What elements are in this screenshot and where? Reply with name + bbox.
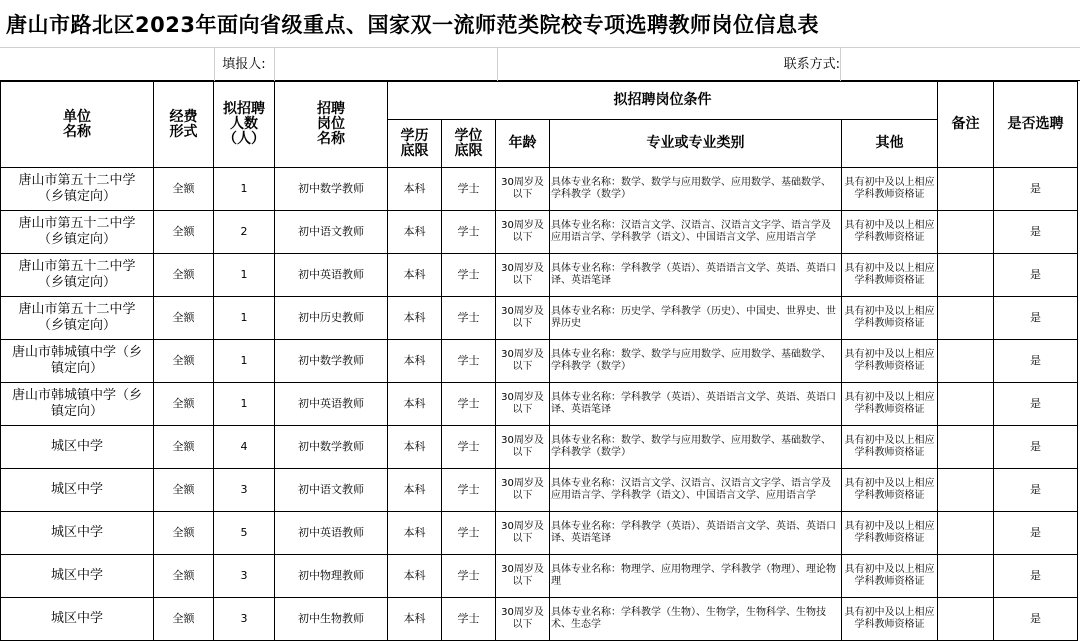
other-cell[interactable] <box>842 469 938 512</box>
major-cell-text: 具体专业名称：学科教学（英语）、英语语言文学、英语、英语口译、英语笔译 <box>551 263 836 286</box>
position-cell-text: 初中物理教师 <box>298 569 364 582</box>
degree-cell[interactable] <box>442 426 496 469</box>
selection-cell-text: 是 <box>1030 483 1042 496</box>
selection-cell[interactable] <box>994 598 1078 641</box>
age-cell-text: 30周岁及 以下 <box>501 478 544 501</box>
other-cell-text: 具有初中及以上相应 学科教师资格证 <box>844 263 935 286</box>
remarks-cell[interactable] <box>938 598 994 641</box>
education-cell-text: 本科 <box>403 225 426 238</box>
remarks-cell[interactable] <box>938 211 994 254</box>
funding-cell[interactable] <box>154 512 214 555</box>
filler-label: 填报人: <box>222 57 266 72</box>
count-cell[interactable] <box>214 168 275 211</box>
other-cell-text: 具有初中及以上相应 学科教师资格证 <box>844 349 935 372</box>
age-cell-text: 30周岁及 以下 <box>501 435 544 458</box>
degree-cell-text: 学士 <box>457 311 480 324</box>
header-count-text: 拟招聘 人数 （人） <box>223 101 265 147</box>
position-cell[interactable] <box>275 512 388 555</box>
header-degree-text: 学位 底限 <box>454 127 483 159</box>
header-unit-text: 单位 名称 <box>63 108 91 140</box>
other-cell[interactable] <box>842 555 938 598</box>
education-cell[interactable] <box>388 383 442 426</box>
degree-cell-text: 学士 <box>457 526 480 539</box>
selection-cell[interactable] <box>994 297 1078 340</box>
other-cell[interactable] <box>842 254 938 297</box>
selection-cell-text: 是 <box>1030 225 1042 238</box>
position-cell[interactable] <box>275 340 388 383</box>
age-cell[interactable] <box>496 168 550 211</box>
header-count <box>214 82 275 168</box>
other-cell-text: 具有初中及以上相应 学科教师资格证 <box>844 478 935 501</box>
header-major <box>550 120 842 168</box>
remarks-cell[interactable] <box>938 254 994 297</box>
major-cell[interactable] <box>550 512 842 555</box>
unit-cell-text: 城区中学 <box>50 568 103 583</box>
selection-cell-text: 是 <box>1030 354 1042 367</box>
unit-cell[interactable] <box>1 168 154 211</box>
degree-cell[interactable] <box>442 555 496 598</box>
funding-cell-text: 全额 <box>172 612 195 625</box>
age-cell[interactable] <box>496 426 550 469</box>
major-cell-text: 具体专业名称：物理学、应用物理学、学科教学（物理）、理论物理 <box>551 564 836 587</box>
header-selection-text: 是否选聘 <box>1007 116 1064 132</box>
table-row <box>1 340 1078 383</box>
header-position-text: 招聘 岗位 名称 <box>317 101 345 147</box>
major-cell-text: 具体专业名称：汉语言文学、汉语言、汉语言文字学、语言学及应用语言学、学科教学（语文）、中国语言文学、应用语言学 <box>551 478 831 501</box>
other-cell-text: 具有初中及以上相应 学科教师资格证 <box>844 220 935 243</box>
count-cell-text: 5 <box>240 526 248 539</box>
degree-cell-text: 学士 <box>457 612 480 625</box>
count-cell[interactable] <box>214 211 275 254</box>
count-cell-text: 1 <box>240 268 248 281</box>
table-row <box>1 297 1078 340</box>
age-cell-text: 30周岁及 以下 <box>501 392 544 415</box>
education-cell-text: 本科 <box>403 182 426 195</box>
degree-cell-text: 学士 <box>457 483 480 496</box>
header-unit <box>1 82 154 168</box>
major-cell-text: 具体专业名称：数学、数学与应用数学、应用数学、基础数学、学科教学（数学） <box>551 349 831 372</box>
count-cell[interactable] <box>214 598 275 641</box>
header-age-text: 年龄 <box>508 135 537 151</box>
age-cell[interactable] <box>496 555 550 598</box>
degree-cell-text: 学士 <box>457 440 480 453</box>
position-cell[interactable] <box>275 383 388 426</box>
header-age <box>496 120 550 168</box>
cell-divider <box>497 48 498 81</box>
selection-cell-text: 是 <box>1030 397 1042 410</box>
table-row <box>1 555 1078 598</box>
age-cell-text: 30周岁及 以下 <box>501 306 544 329</box>
funding-cell[interactable] <box>154 383 214 426</box>
funding-cell[interactable] <box>154 168 214 211</box>
other-cell-text: 具有初中及以上相应 学科教师资格证 <box>844 564 935 587</box>
major-cell[interactable] <box>550 297 842 340</box>
other-cell-text: 具有初中及以上相应 学科教师资格证 <box>844 435 935 458</box>
header-major-text: 专业或专业类别 <box>646 135 745 151</box>
education-cell[interactable] <box>388 340 442 383</box>
major-cell[interactable] <box>550 211 842 254</box>
age-cell-text: 30周岁及 以下 <box>501 177 544 200</box>
funding-cell[interactable] <box>154 555 214 598</box>
position-cell-text: 初中语文教师 <box>298 483 364 496</box>
major-cell[interactable] <box>550 555 842 598</box>
education-cell-text: 本科 <box>403 526 426 539</box>
major-cell[interactable] <box>550 426 842 469</box>
count-cell-text: 2 <box>240 225 248 238</box>
major-cell-text: 具体专业名称：汉语言文学、汉语言、汉语言文字学、语言学及应用语言学、学科教学（语文）、中国语言文学、应用语言学 <box>551 220 831 243</box>
position-cell-text: 初中历史教师 <box>298 311 364 324</box>
selection-cell[interactable] <box>994 512 1078 555</box>
header-funding-text: 经费 形式 <box>169 108 198 140</box>
position-cell[interactable] <box>275 211 388 254</box>
count-cell[interactable] <box>214 426 275 469</box>
position-cell-text: 初中语文教师 <box>298 225 364 238</box>
unit-cell[interactable] <box>1 383 154 426</box>
form-info-row <box>0 48 1080 81</box>
other-cell[interactable] <box>842 340 938 383</box>
table-row <box>1 598 1078 641</box>
education-cell[interactable] <box>388 254 442 297</box>
unit-cell[interactable] <box>1 512 154 555</box>
selection-cell-text: 是 <box>1030 182 1042 195</box>
age-cell[interactable] <box>496 383 550 426</box>
selection-cell-text: 是 <box>1030 311 1042 324</box>
selection-cell-text: 是 <box>1030 268 1042 281</box>
funding-cell[interactable] <box>154 598 214 641</box>
funding-cell[interactable] <box>154 469 214 512</box>
remarks-cell[interactable] <box>938 340 994 383</box>
education-cell[interactable] <box>388 598 442 641</box>
funding-cell[interactable] <box>154 426 214 469</box>
table-row <box>1 211 1078 254</box>
position-cell-text: 初中英语教师 <box>298 268 364 281</box>
other-cell[interactable] <box>842 168 938 211</box>
education-cell[interactable] <box>388 555 442 598</box>
count-cell-text: 1 <box>240 311 248 324</box>
age-cell[interactable] <box>496 297 550 340</box>
header-conditions-text: 拟招聘岗位条件 <box>613 92 712 108</box>
education-cell-text: 本科 <box>403 569 426 582</box>
unit-cell[interactable] <box>1 297 154 340</box>
unit-cell-text: 城区中学 <box>50 611 103 626</box>
count-cell[interactable] <box>214 254 275 297</box>
major-cell[interactable] <box>550 598 842 641</box>
degree-cell-text: 学士 <box>457 397 480 410</box>
unit-cell-text: 唐山市第五十二中学 （乡镇定向） <box>18 216 136 247</box>
count-cell[interactable] <box>214 340 275 383</box>
header-education <box>388 120 442 168</box>
age-cell-text: 30周岁及 以下 <box>501 521 544 544</box>
unit-cell-text: 唐山市韩城镇中学（乡 镇定向） <box>11 345 142 376</box>
positions-table <box>0 81 1078 641</box>
position-cell-text: 初中英语教师 <box>298 526 364 539</box>
education-cell[interactable] <box>388 211 442 254</box>
degree-cell-text: 学士 <box>457 182 480 195</box>
funding-cell-text: 全额 <box>172 225 195 238</box>
remarks-cell[interactable] <box>938 383 994 426</box>
major-cell-text: 具体专业名称：学科教学（英语）、英语语言文学、英语、英语口译、英语笔译 <box>551 521 836 544</box>
table-row <box>1 383 1078 426</box>
unit-cell-text: 唐山市第五十二中学 （乡镇定向） <box>18 302 136 333</box>
position-cell[interactable] <box>275 168 388 211</box>
other-cell[interactable] <box>842 512 938 555</box>
funding-cell-text: 全额 <box>172 526 195 539</box>
count-cell[interactable] <box>214 512 275 555</box>
education-cell[interactable] <box>388 426 442 469</box>
header-position <box>275 82 388 168</box>
selection-cell[interactable] <box>994 469 1078 512</box>
count-cell-text: 1 <box>240 397 248 410</box>
major-cell-text: 具体专业名称：数学、数学与应用数学、应用数学、基础数学、学科教学（数学） <box>551 177 831 200</box>
funding-cell-text: 全额 <box>172 440 195 453</box>
table-row <box>1 168 1078 211</box>
funding-cell[interactable] <box>154 297 214 340</box>
funding-cell[interactable] <box>154 340 214 383</box>
selection-cell-text: 是 <box>1030 569 1042 582</box>
header-degree <box>442 120 496 168</box>
funding-cell-text: 全额 <box>172 569 195 582</box>
degree-cell[interactable] <box>442 168 496 211</box>
header-conditions <box>388 82 938 120</box>
position-cell[interactable] <box>275 254 388 297</box>
remarks-cell[interactable] <box>938 512 994 555</box>
unit-cell-text: 唐山市第五十二中学 （乡镇定向） <box>18 173 136 204</box>
position-cell[interactable] <box>275 297 388 340</box>
education-cell[interactable] <box>388 512 442 555</box>
header-remarks <box>938 82 994 168</box>
degree-cell[interactable] <box>442 512 496 555</box>
selection-cell-text: 是 <box>1030 526 1042 539</box>
funding-cell-text: 全额 <box>172 354 195 367</box>
table-row <box>1 469 1078 512</box>
remarks-cell[interactable] <box>938 168 994 211</box>
age-cell[interactable] <box>496 211 550 254</box>
unit-cell-text: 城区中学 <box>50 482 103 497</box>
position-cell-text: 初中生物教师 <box>298 612 364 625</box>
selection-cell-text: 是 <box>1030 612 1042 625</box>
position-cell[interactable] <box>275 555 388 598</box>
age-cell-text: 30周岁及 以下 <box>501 607 544 630</box>
unit-cell-text: 城区中学 <box>50 525 103 540</box>
age-cell[interactable] <box>496 512 550 555</box>
remarks-cell[interactable] <box>938 555 994 598</box>
count-cell[interactable] <box>214 469 275 512</box>
table-row <box>1 426 1078 469</box>
major-cell-text: 具体专业名称：数学、数学与应用数学、应用数学、基础数学、学科教学（数学） <box>551 435 831 458</box>
degree-cell[interactable] <box>442 297 496 340</box>
degree-cell-text: 学士 <box>457 225 480 238</box>
header-education-text: 学历 底限 <box>400 127 429 159</box>
position-cell-text: 初中数学教师 <box>298 354 364 367</box>
position-cell[interactable] <box>275 598 388 641</box>
position-cell[interactable] <box>275 469 388 512</box>
major-cell[interactable] <box>550 168 842 211</box>
funding-cell-text: 全额 <box>172 268 195 281</box>
contact-label: 联系方式: <box>783 57 840 72</box>
degree-cell[interactable] <box>442 211 496 254</box>
funding-cell-text: 全额 <box>172 397 195 410</box>
unit-cell[interactable] <box>1 598 154 641</box>
count-cell[interactable] <box>214 383 275 426</box>
age-cell[interactable] <box>496 598 550 641</box>
selection-cell[interactable] <box>994 340 1078 383</box>
count-cell-text: 3 <box>240 483 248 496</box>
other-cell-text: 具有初中及以上相应 学科教师资格证 <box>844 392 935 415</box>
header-remarks-text: 备注 <box>951 116 980 132</box>
table-row <box>1 512 1078 555</box>
funding-cell[interactable] <box>154 254 214 297</box>
funding-cell-text: 全额 <box>172 483 195 496</box>
count-cell-text: 3 <box>240 569 248 582</box>
other-cell-text: 具有初中及以上相应 学科教师资格证 <box>844 607 935 630</box>
age-cell-text: 30周岁及 以下 <box>501 263 544 286</box>
count-cell-text: 4 <box>240 440 248 453</box>
degree-cell-text: 学士 <box>457 569 480 582</box>
count-cell-text: 1 <box>240 182 248 195</box>
header-selection <box>994 82 1078 168</box>
position-cell-text: 初中数学教师 <box>298 182 364 195</box>
degree-cell-text: 学士 <box>457 268 480 281</box>
major-cell-text: 具体专业名称：历史学、学科教学（历史）、中国史、世界史、世界历史 <box>551 306 836 329</box>
other-cell-text: 具有初中及以上相应 学科教师资格证 <box>844 177 935 200</box>
position-cell-text: 初中英语教师 <box>298 397 364 410</box>
education-cell[interactable] <box>388 297 442 340</box>
unit-cell-text: 唐山市韩城镇中学（乡 镇定向） <box>11 388 142 419</box>
count-cell-text: 3 <box>240 612 248 625</box>
age-cell[interactable] <box>496 254 550 297</box>
header-other <box>842 120 938 168</box>
major-cell[interactable] <box>550 383 842 426</box>
sheet-title: 唐山市路北区2023年面向省级重点、国家双一流师范类院校专项选聘教师岗位信息表 <box>0 0 1080 48</box>
cell-divider <box>274 48 275 81</box>
funding-cell[interactable] <box>154 211 214 254</box>
count-cell[interactable] <box>214 555 275 598</box>
header-other-text: 其他 <box>875 135 904 151</box>
degree-cell[interactable] <box>442 598 496 641</box>
age-cell[interactable] <box>496 469 550 512</box>
age-cell[interactable] <box>496 340 550 383</box>
age-cell-text: 30周岁及 以下 <box>501 220 544 243</box>
unit-cell-text: 城区中学 <box>50 439 103 454</box>
education-cell-text: 本科 <box>403 354 426 367</box>
unit-cell[interactable] <box>1 211 154 254</box>
other-cell[interactable] <box>842 383 938 426</box>
remarks-cell[interactable] <box>938 297 994 340</box>
age-cell-text: 30周岁及 以下 <box>501 564 544 587</box>
unit-cell[interactable] <box>1 555 154 598</box>
other-cell-text: 具有初中及以上相应 学科教师资格证 <box>844 521 935 544</box>
major-cell-text: 具体专业名称：学科教学（生物）、生物学，生物科学、生物技术、生态学 <box>551 607 826 630</box>
unit-cell[interactable] <box>1 469 154 512</box>
education-cell[interactable] <box>388 168 442 211</box>
selection-cell[interactable] <box>994 383 1078 426</box>
cell-divider <box>840 48 841 81</box>
table-body <box>1 168 1078 641</box>
header-funding <box>154 82 214 168</box>
other-cell-text: 具有初中及以上相应 学科教师资格证 <box>844 306 935 329</box>
degree-cell[interactable] <box>442 254 496 297</box>
selection-cell[interactable] <box>994 555 1078 598</box>
education-cell[interactable] <box>388 469 442 512</box>
selection-cell-text: 是 <box>1030 440 1042 453</box>
unit-cell[interactable] <box>1 426 154 469</box>
other-cell[interactable] <box>842 211 938 254</box>
major-cell-text: 具体专业名称：学科教学（英语）、英语语言文学、英语、英语口译、英语笔译 <box>551 392 836 415</box>
degree-cell[interactable] <box>442 340 496 383</box>
other-cell[interactable] <box>842 297 938 340</box>
unit-cell[interactable] <box>1 340 154 383</box>
selection-cell[interactable] <box>994 254 1078 297</box>
other-cell[interactable] <box>842 598 938 641</box>
degree-cell[interactable] <box>442 383 496 426</box>
position-cell-text: 初中数学教师 <box>298 440 364 453</box>
other-cell[interactable] <box>842 426 938 469</box>
selection-cell[interactable] <box>994 168 1078 211</box>
major-cell[interactable] <box>550 469 842 512</box>
position-cell[interactable] <box>275 426 388 469</box>
degree-cell[interactable] <box>442 469 496 512</box>
education-cell-text: 本科 <box>403 268 426 281</box>
selection-cell[interactable] <box>994 211 1078 254</box>
major-cell[interactable] <box>550 254 842 297</box>
table-row <box>1 254 1078 297</box>
education-cell-text: 本科 <box>403 397 426 410</box>
education-cell-text: 本科 <box>403 612 426 625</box>
age-cell-text: 30周岁及 以下 <box>501 349 544 372</box>
funding-cell-text: 全额 <box>172 311 195 324</box>
unit-cell-text: 唐山市第五十二中学 （乡镇定向） <box>18 259 136 290</box>
degree-cell-text: 学士 <box>457 354 480 367</box>
education-cell-text: 本科 <box>403 483 426 496</box>
remarks-cell[interactable] <box>938 469 994 512</box>
unit-cell[interactable] <box>1 254 154 297</box>
education-cell-text: 本科 <box>403 440 426 453</box>
funding-cell-text: 全额 <box>172 182 195 195</box>
remarks-cell[interactable] <box>938 426 994 469</box>
count-cell-text: 1 <box>240 354 248 367</box>
selection-cell[interactable] <box>994 426 1078 469</box>
major-cell[interactable] <box>550 340 842 383</box>
education-cell-text: 本科 <box>403 311 426 324</box>
count-cell[interactable] <box>214 297 275 340</box>
